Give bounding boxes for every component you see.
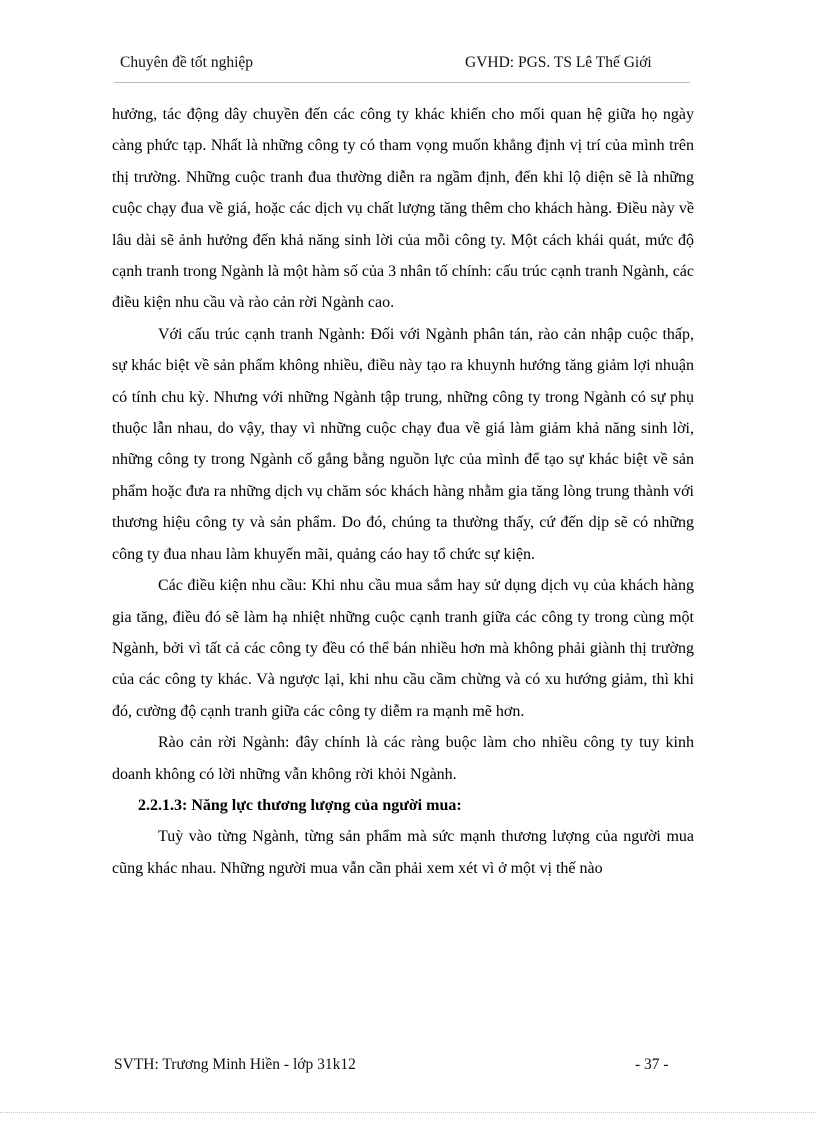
document-body xyxy=(112,99,694,884)
paragraph-exit-barriers: Rào cản rời Ngành: đây chính là các ràng buộc làm cho nhiều công ty tuy kinh doanh không có lời những vẫn không rời khỏi Ngành. xyxy=(112,734,694,783)
paragraph-buyer-power: Tuỳ vào từng Ngành, từng sản phẩm mà sức mạnh thương lượng của người mua cũng khác nhau. Những người mua vẫn cần phải xem xét vì ở một vị thế nào xyxy=(112,828,694,877)
header-advisor: GVHD: PGS. TS Lê Thế Giới xyxy=(465,54,652,71)
paragraph-demand-conditions: Các điều kiện nhu cầu: Khi nhu cầu mua sắm hay sử dụng dịch vụ của khách hàng gia tăng, điều đó sẽ làm hạ nhiệt những cuộc cạnh tranh giữa các công ty trong cùng một Ngành, bởi vì tất cả các công ty đều có thể bán nhiều hơn mà không phải giành thị trường của các công ty khác. Và ngược lại, khi nhu cầu cầm chừng và có xu hướng giảm, thì khi đó, cường độ cạnh tranh giữa các công ty diễm ra mạnh mẽ hơn. xyxy=(112,577,694,720)
footer-author: SVTH: Trương Minh Hiền - lớp 31k12 xyxy=(114,1056,356,1073)
paragraph-continuation: hưởng, tác động dây chuyền đến các công ty khác khiến cho mối quan hệ giữa họ ngày càng phức tạp. Nhất là những công ty có tham vọng muốn khẳng định vị trí của mình trên thị trường. Những cuộc tranh đua thường diễn ra ngầm định, đến khi lộ diện sẽ là những cuộc chạy đua về giá, hoặc các dịch vụ chất lượng tăng thêm cho khách hàng. Điều này về lâu dài sẽ ảnh hưởng đến khả năng sinh lời của mỗi công ty. Một cách khái quát, mức độ cạnh tranh trong Ngành là một hàm số của 3 nhân tố chính: cấu trúc cạnh tranh Ngành, các điều kiện nhu cầu và rào cản rời Ngành cao. xyxy=(112,106,694,312)
page-number: - 37 - xyxy=(635,1056,669,1073)
page-bottom-divider xyxy=(0,1112,816,1113)
section-heading: 2.2.1.3: Năng lực thương lượng của người mua: xyxy=(138,796,462,814)
header-divider xyxy=(114,82,690,83)
paragraph-competitive-structure: Với cấu trúc cạnh tranh Ngành: Đối với Ngành phân tán, rào cản nhập cuộc thấp, sự khác biệt về sản phẩm không nhiều, điều này tạo ra khuynh hướng tăng giảm lợi nhuận có tính chu kỳ. Nhưng với những Ngành tập trung, những công ty trong Ngành có sự phụ thuộc lẫn nhau, do vậy, thay vì những cuộc chạy đua về giá làm giảm khả năng sinh lời, những công ty trong Ngành cố gắng bằng nguồn lực của mình để tạo sự khác biệt về sản phẩm hoặc đưa ra những dịch vụ chăm sóc khách hàng nhằm gia tăng lòng trung thành với thương hiệu công ty và sản phẩm. Do đó, chúng ta thường thấy, cứ đến dịp sẽ có những công ty đua nhau làm khuyến mãi, quảng cáo hay tổ chức sự kiện. xyxy=(112,325,694,563)
header-course-title: Chuyên đề tốt nghiệp xyxy=(120,54,254,71)
